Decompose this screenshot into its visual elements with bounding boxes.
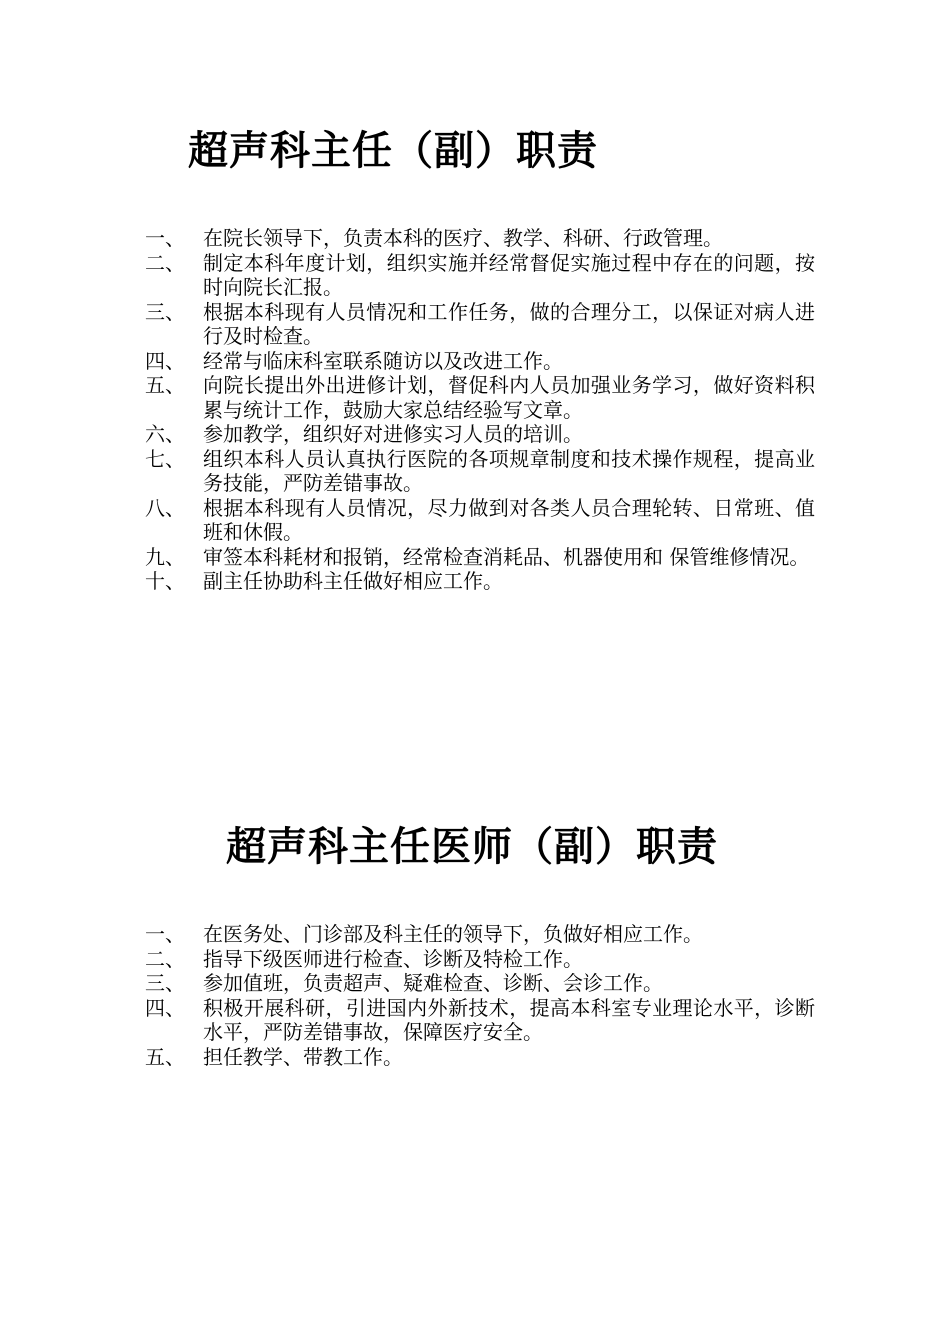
list-item xyxy=(145,947,815,972)
item-text: 在院长领导下，负责本科的医疗、教学、科研、行政管理。 xyxy=(203,226,723,250)
item-number: 七、 xyxy=(145,446,185,471)
item-number: 五、 xyxy=(145,373,185,397)
item-text: 向院长提出外出进修计划，督促科内人员加强业务学习，做好资料积累与统计工作，鼓励大家总结经验写文章。 xyxy=(203,373,815,422)
item-text: 制定本科年度计划，组织实施并经常督促实施过程中存在的问题，按时向院长汇报。 xyxy=(203,250,815,299)
list-item xyxy=(145,971,815,996)
item-number: 六、 xyxy=(145,422,185,446)
item-text: 在医务处、门诊部及科主任的领导下，负做好相应工作。 xyxy=(203,922,703,946)
list-item xyxy=(145,447,815,496)
item-number: 一、 xyxy=(145,226,185,250)
item-number: 八、 xyxy=(145,495,185,520)
list-item xyxy=(145,569,815,594)
list-item xyxy=(145,545,815,570)
item-number: 三、 xyxy=(145,971,185,995)
item-text: 参加教学，组织好对进修实习人员的培训。 xyxy=(203,422,583,446)
item-text: 副主任协助科主任做好相应工作。 xyxy=(203,569,503,593)
list-item xyxy=(145,1045,815,1070)
item-number: 五、 xyxy=(145,1044,185,1069)
list-item xyxy=(145,251,815,300)
list-item xyxy=(145,922,815,947)
list-item xyxy=(145,496,815,545)
item-text: 参加值班，负责超声、疑难检查、诊断、会诊工作。 xyxy=(203,971,663,995)
item-number: 四、 xyxy=(145,348,185,373)
section-2-title: 超声科主任医师（副）职责 xyxy=(226,823,718,870)
item-number: 三、 xyxy=(145,299,185,324)
list-item xyxy=(145,349,815,374)
item-text: 组织本科人员认真执行医院的各项规章制度和技术操作规程，提高业务技能，严防差错事故。 xyxy=(203,446,815,495)
item-text: 根据本科现有人员情况，尽力做到对各类人员合理轮转、日常班、值班和休假。 xyxy=(203,495,815,544)
item-text: 担任教学、带教工作。 xyxy=(203,1044,403,1069)
section-1-title: 超声科主任（副）职责 xyxy=(188,127,598,174)
item-number: 一、 xyxy=(145,922,185,946)
item-text: 审签本科耗材和报销，经常检查消耗品、机器使用和 保管维修情况。 xyxy=(203,544,810,569)
item-number: 二、 xyxy=(145,250,185,275)
list-item xyxy=(145,226,815,251)
list-item xyxy=(145,373,815,422)
item-text: 指导下级医师进行检查、诊断及特检工作。 xyxy=(203,946,583,971)
item-number: 四、 xyxy=(145,995,185,1020)
item-number: 十、 xyxy=(145,569,185,593)
item-text: 根据本科现有人员情况和工作任务，做的合理分工，以保证对病人进行及时检查。 xyxy=(203,299,815,348)
item-text: 积极开展科研，引进国内外新技术，提高本科室专业理论水平，诊断水平，严防差错事故，保障医疗安全。 xyxy=(203,995,815,1044)
list-item xyxy=(145,300,815,349)
section-1-duty-list xyxy=(145,226,815,594)
list-item xyxy=(145,422,815,447)
section-2-duty-list xyxy=(145,922,815,1069)
item-number: 九、 xyxy=(145,544,185,569)
item-text: 经常与临床科室联系随访以及改进工作。 xyxy=(203,348,563,373)
list-item xyxy=(145,996,815,1045)
item-number: 二、 xyxy=(145,946,185,971)
